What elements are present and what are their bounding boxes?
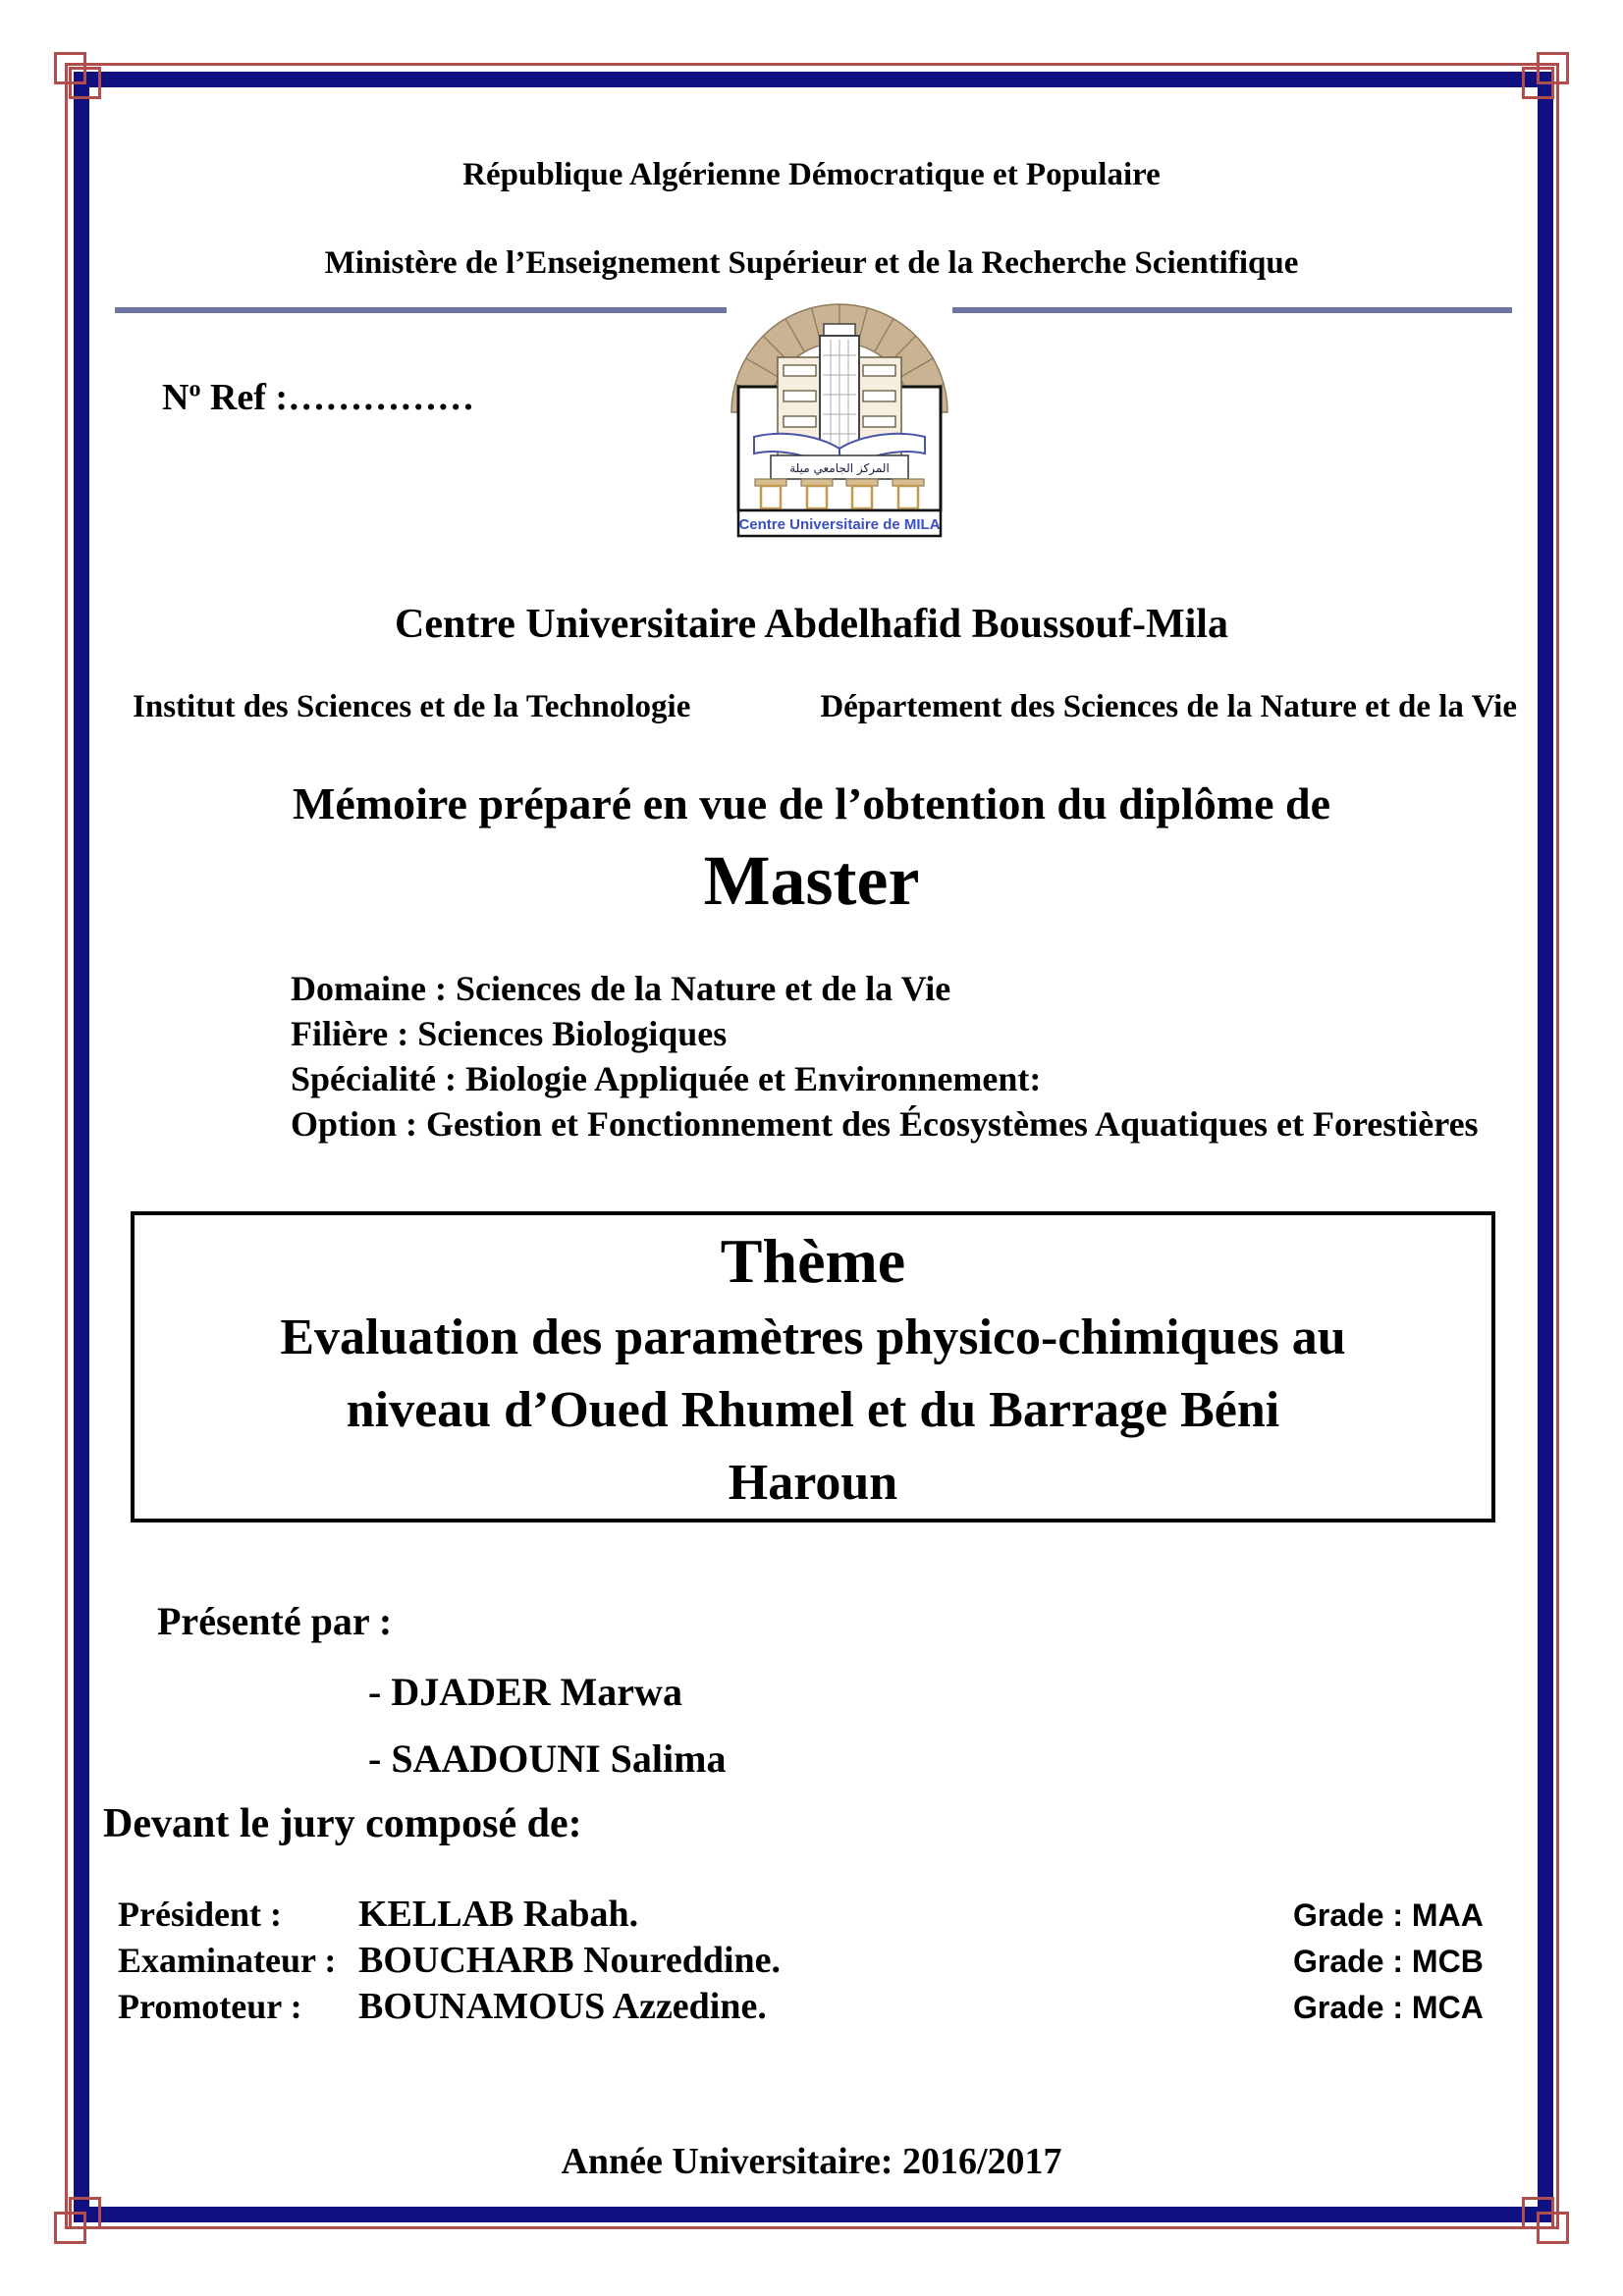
program-details <box>291 966 1479 1147</box>
jury-name: BOUCHARB Noureddine. <box>358 1940 782 1981</box>
jury-grade: Grade : MAA <box>1293 1897 1484 1933</box>
ref-prefix: N <box>162 377 189 418</box>
author-1: - DJADER Marwa <box>368 1670 682 1714</box>
university-logo-emblem <box>727 293 952 540</box>
program-domaine: Domaine : Sciences de la Nature et de la Vie <box>291 969 951 1008</box>
program-filiere: Filière : Sciences Biologiques <box>291 1014 728 1053</box>
jury-row-examinateur <box>118 1939 1504 1985</box>
jury-grade: Grade : MCB <box>1293 1944 1484 1979</box>
ministry-header: Ministère de l’Enseignement Supérieur et de la Recherche Scientifique <box>324 245 1299 281</box>
jury-table <box>118 1893 1504 2031</box>
republic-header: République Algérienne Démocratique et Populaire <box>462 157 1161 192</box>
ref-dotted-line: Ref :…………… <box>200 377 475 418</box>
jury-role: Examinateur : <box>118 1941 337 1980</box>
institute-department-row <box>133 689 1517 725</box>
jury-name: KELLAB Rabah. <box>358 1894 639 1935</box>
degree-intro: Mémoire préparé en vue de l’obtention du diplôme de <box>292 778 1331 828</box>
theme-title-line-1: Evaluation des paramètres physico-chimiques au <box>280 1309 1346 1365</box>
university-logo <box>727 293 952 540</box>
theme-title-line-3: Haroun <box>728 1455 898 1511</box>
jury-role: Président : <box>118 1895 282 1934</box>
program-specialite: Spécialité : Biologie Appliquée et Environnement: <box>291 1059 1042 1098</box>
program-option: Option : Gestion et Fonctionnement des Écosystèmes Aquatiques et Forestières <box>291 1104 1479 1144</box>
theme-heading: Thème <box>720 1226 906 1296</box>
corner-ornament-top-right-b <box>1522 67 1554 99</box>
academic-year: Année Universitaire: 2016/2017 <box>561 2141 1062 2182</box>
corner-ornament-bottom-right-b <box>1522 2197 1554 2229</box>
logo-caption-text: Centre Universitaire de MILA <box>738 516 941 533</box>
author-2: - SAADOUNI Salima <box>368 1736 727 1781</box>
presented-by-label: Présenté par : <box>157 1599 393 1643</box>
jury-row-president <box>118 1893 1504 1939</box>
jury-heading: Devant le jury composé de: <box>103 1801 582 1846</box>
corner-ornament-top-left-b <box>69 67 101 99</box>
theme-box <box>131 1211 1495 1522</box>
corner-ornament-bottom-left-b <box>69 2197 101 2229</box>
jury-name: BOUNAMOUS Azzedine. <box>358 1986 767 2027</box>
ref-superscript: o <box>189 376 201 402</box>
degree-title: Master <box>703 841 920 920</box>
jury-role: Promoteur : <box>118 1987 302 2026</box>
university-name: Centre Universitaire Abdelhafid Boussouf-Mila <box>395 602 1228 647</box>
jury-row-promoteur <box>118 1985 1504 2031</box>
theme-title-line-2: niveau d’Oued Rhumel et du Barrage Béni <box>346 1382 1280 1438</box>
department-name: Département des Sciences de la Nature et de la Vie <box>820 689 1517 724</box>
jury-grade: Grade : MCA <box>1293 1990 1484 2025</box>
institute-name: Institut des Sciences et de la Technologie <box>133 689 691 724</box>
logo-arabic-text: المركز الجامعي ميلة <box>789 461 890 475</box>
reference-number <box>162 376 474 419</box>
